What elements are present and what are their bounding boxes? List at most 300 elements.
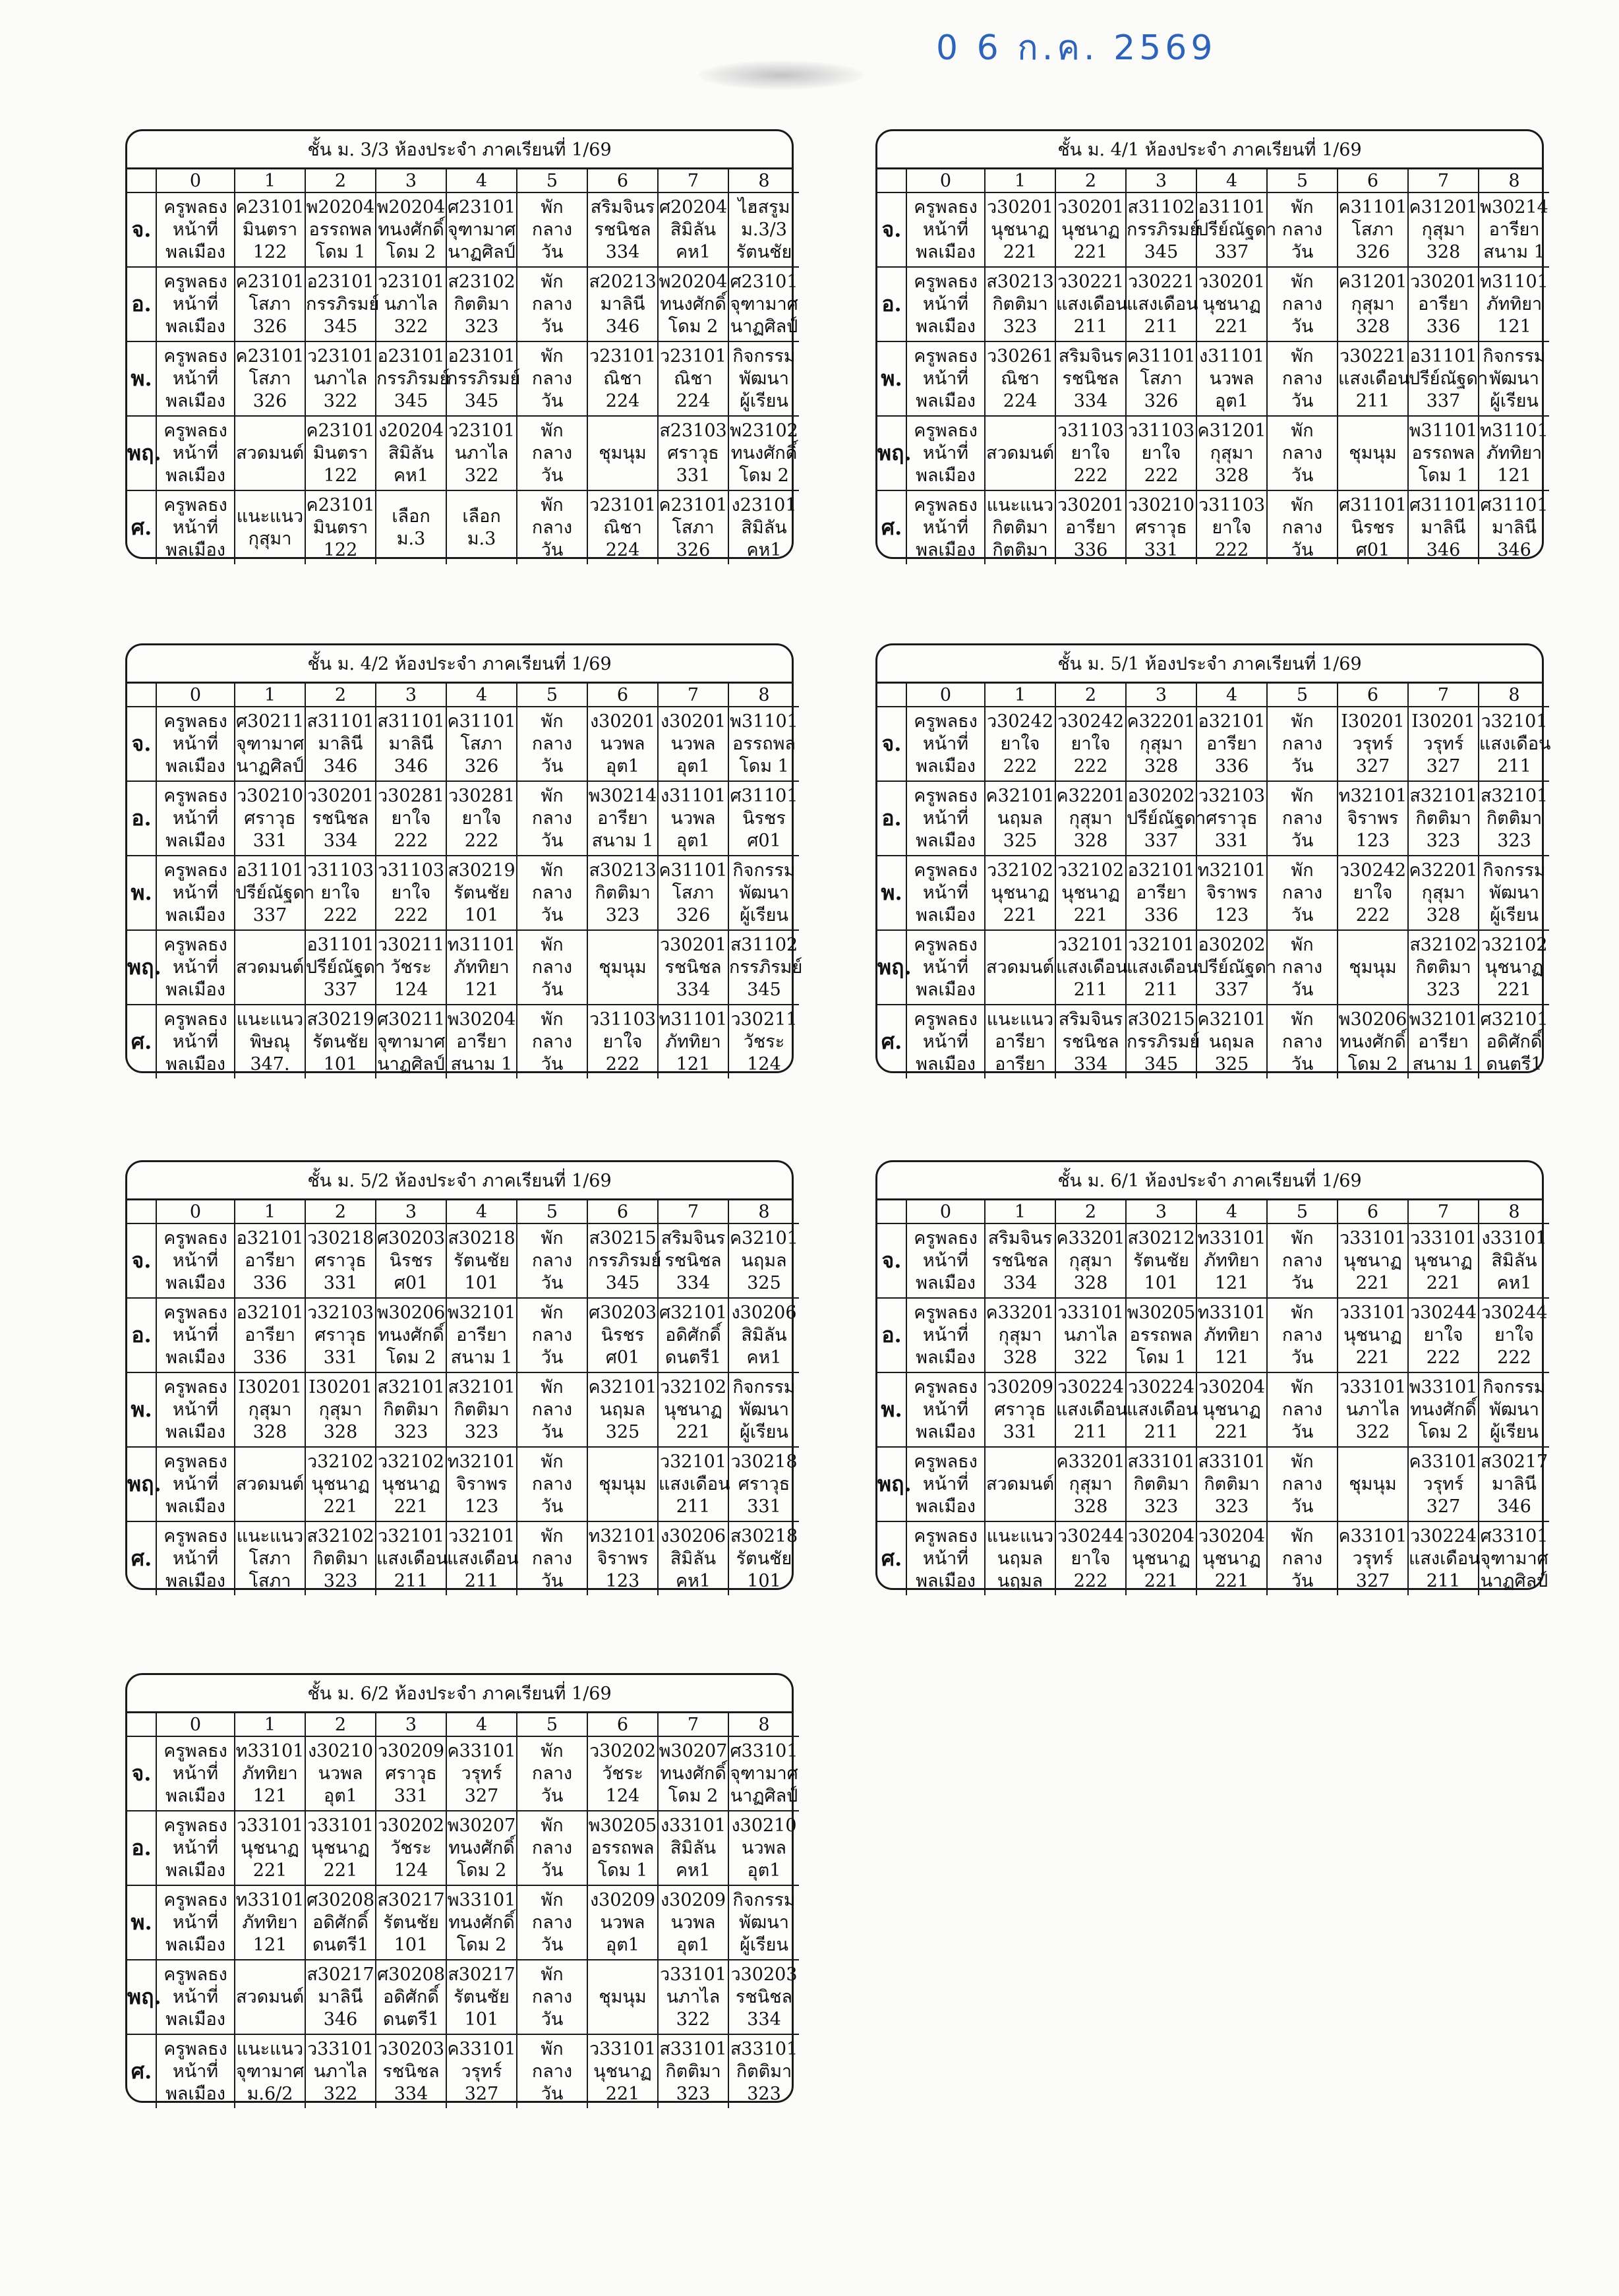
- cell-line: ศราวุธ: [314, 1250, 367, 1271]
- cell-line: ครูพลธง: [914, 934, 978, 955]
- cell-line: โดม 1: [1418, 465, 1469, 486]
- cell-line: 101: [1144, 1272, 1179, 1293]
- timetable-cell: [156, 930, 235, 1005]
- timetable-cell: [305, 1447, 376, 1521]
- period-header: 6: [1338, 169, 1408, 192]
- cell-line: ว30224: [1409, 1525, 1477, 1546]
- cell-line: ครูพลธง: [914, 860, 978, 881]
- timetable-cell: [1196, 856, 1267, 930]
- cell-line: ท31101: [447, 934, 516, 955]
- cell-line: พลเมือง: [165, 465, 225, 486]
- cell-line: วัน: [541, 979, 564, 1000]
- timetable-cell: [1126, 1372, 1196, 1447]
- period-header: 4: [446, 1713, 517, 1736]
- cell-line: นิรชร: [601, 1324, 645, 1345]
- cell-line: ดนตรี1: [312, 1934, 369, 1955]
- timetable-cell: [156, 490, 235, 564]
- cell-line: ศ33101: [1480, 1525, 1548, 1546]
- timetable-cell: [156, 1005, 235, 1078]
- cell-line: ส30213: [986, 271, 1054, 292]
- timetable-cell: [1338, 856, 1408, 930]
- cell-line: พลเมือง: [165, 1860, 225, 1881]
- timetable-cell: [906, 1372, 985, 1447]
- timetable-cell: [728, 267, 799, 341]
- cell-line: 322: [676, 2009, 711, 2030]
- cell-line: ชุมนุม: [1349, 442, 1397, 463]
- period-header: 8: [1479, 1200, 1549, 1223]
- cell-line: ค31101: [659, 860, 728, 881]
- timetable-cell: [517, 1372, 587, 1447]
- cell-line: อารียา: [1136, 882, 1187, 903]
- cell-line: กุสุมา: [1421, 219, 1465, 240]
- timetable-cell: [587, 416, 658, 490]
- timetable-cell: [1267, 490, 1338, 564]
- cell-line: วัน: [1291, 241, 1314, 262]
- timetable-cell: [1408, 416, 1479, 490]
- cell-line: 221: [1073, 904, 1108, 926]
- timetable-cell: [156, 1372, 235, 1447]
- cell-line: มาลินี: [318, 1986, 363, 2007]
- cell-line: ครูพลธง: [914, 1009, 978, 1030]
- cell-line: ว30202: [377, 1815, 445, 1836]
- period-header: 3: [376, 1713, 446, 1736]
- cell-line: หน้าที่: [172, 1324, 219, 1345]
- cell-line: กุสุมา: [998, 1324, 1042, 1345]
- cell-line: อารียา: [1206, 733, 1257, 754]
- cell-line: แนะแนว: [236, 1009, 304, 1030]
- cell-line: กลาง: [1281, 733, 1323, 754]
- timetable-cell: [446, 1223, 517, 1298]
- cell-line: แนะแนว: [986, 1009, 1054, 1030]
- cell-line: กิตติมา: [992, 293, 1048, 314]
- cell-line: จุฑามาศ: [730, 1763, 798, 1784]
- cell-line: อารียา: [456, 1031, 507, 1052]
- cell-line: ว33101: [1409, 1227, 1477, 1249]
- cell-line: อารียา: [1488, 219, 1540, 240]
- timetable-cell: [305, 2034, 376, 2108]
- cell-line: ครูพลธง: [914, 1525, 978, 1546]
- corner-cell: [877, 684, 906, 707]
- cell-line: นวพล: [670, 1912, 716, 1933]
- timetable-cell: [985, 267, 1055, 341]
- cell-line: อรรถพล: [1129, 1324, 1193, 1345]
- cell-line: ว31103: [589, 1009, 657, 1030]
- period-header: 6: [587, 1200, 658, 1223]
- cell-line: 221: [1073, 241, 1108, 262]
- timetable-cell: [235, 416, 305, 490]
- cell-line: มินตรา: [312, 442, 368, 463]
- timetable-cell: [156, 1811, 235, 1885]
- cell-line: ศ30211: [235, 711, 305, 732]
- cell-line: กลาง: [531, 882, 573, 903]
- period-header: 7: [1408, 169, 1479, 192]
- day-row: [127, 1811, 799, 1885]
- cell-line: ค32101: [1197, 1009, 1266, 1030]
- day-label: ศ.: [127, 2034, 156, 2108]
- cell-line: ทนงศักดิ์: [1410, 1399, 1477, 1420]
- cell-line: อารียา: [597, 808, 648, 829]
- timetable-cell: [985, 930, 1055, 1005]
- period-header: 1: [235, 684, 305, 707]
- cell-line: นภาไล: [1345, 1399, 1400, 1420]
- day-label: จ.: [127, 1223, 156, 1298]
- cell-line: กิตติมา: [454, 293, 510, 314]
- cell-line: ครูพลธง: [163, 420, 227, 441]
- cell-line: ว32101: [1481, 711, 1548, 732]
- cell-line: โสภา: [672, 882, 715, 903]
- timetable-cell: [985, 1372, 1055, 1447]
- cell-line: กรรภิรมย์: [306, 293, 380, 314]
- cell-line: โดม 1: [739, 755, 789, 777]
- cell-line: ภัททิยา: [1486, 293, 1543, 314]
- cell-line: ภัททิยา: [454, 957, 510, 978]
- cell-line: 336: [252, 1272, 287, 1293]
- cell-line: พัก: [541, 494, 564, 515]
- cell-line: จิราพร: [1206, 882, 1258, 903]
- cell-line: ครูพลธง: [163, 785, 227, 806]
- day-label: พฤ.: [127, 416, 156, 490]
- timetable-cell: [1267, 856, 1338, 930]
- timetable-cell: [156, 2034, 235, 2108]
- cell-line: นาฏศิลป์: [730, 316, 798, 337]
- cell-line: พ30206: [1338, 1009, 1407, 1030]
- day-label: จ.: [127, 1736, 156, 1811]
- timetable-cell: [446, 192, 517, 267]
- cell-line: ค33101: [1338, 1525, 1407, 1546]
- cell-line: ว33101: [307, 1815, 374, 1836]
- cell-line: สิมิลัน: [388, 442, 434, 463]
- cell-line: 331: [1214, 830, 1249, 851]
- cell-line: ศราวุธ: [244, 808, 296, 829]
- cell-line: นภาไล: [313, 368, 368, 389]
- timetable-cell: [1479, 1447, 1549, 1521]
- cell-line: แนะแนว: [236, 506, 304, 527]
- day-row: [127, 2034, 799, 2108]
- cell-line: ครูพลธง: [163, 196, 227, 218]
- cell-line: พ31101: [1409, 420, 1478, 441]
- day-row: [127, 707, 799, 781]
- cell-line: 222: [1144, 465, 1179, 486]
- cell-line: อุต1: [1215, 390, 1249, 411]
- cell-line: รัตนชัย: [736, 241, 792, 262]
- cell-line: หน้าที่: [922, 1031, 969, 1052]
- cell-line: สริมจินร: [661, 1227, 726, 1249]
- cell-line: ว30201: [1198, 271, 1266, 292]
- cell-line: ส30215: [1127, 1009, 1195, 1030]
- cell-line: 211: [1073, 979, 1108, 1000]
- cell-line: ส33101: [1198, 1451, 1266, 1472]
- cell-line: นภาไล: [666, 1986, 721, 2007]
- period-header: 2: [305, 1713, 376, 1736]
- cell-line: คห1: [675, 1860, 711, 1881]
- cell-line: คห1: [675, 1570, 711, 1591]
- timetable-cell: [1196, 1372, 1267, 1447]
- cell-line: ปรีย์ณัฐดา: [1127, 808, 1206, 829]
- day-label: อ.: [877, 1298, 906, 1372]
- cell-line: วัน: [1291, 830, 1314, 851]
- period-header-row: [877, 1200, 1549, 1223]
- cell-line: มินตรา: [242, 219, 298, 240]
- cell-line: 124: [605, 1785, 640, 1806]
- cell-line: หน้าที่: [922, 1399, 969, 1420]
- period-header-row: [127, 684, 799, 707]
- day-row: [127, 1960, 799, 2034]
- timetable-cell: [587, 490, 658, 564]
- cell-line: 328: [1073, 1272, 1108, 1293]
- cell-line: พลเมือง: [916, 1272, 976, 1293]
- cell-line: ศ01: [747, 830, 781, 851]
- cell-line: กลาง: [531, 1548, 573, 1569]
- cell-line: ครูพลธง: [163, 1889, 227, 1910]
- day-label: จ.: [877, 1223, 906, 1298]
- cell-line: ส20213: [589, 271, 657, 292]
- cell-line: ว23101: [448, 420, 515, 441]
- cell-line: ชุมนุม: [1349, 1473, 1397, 1494]
- cell-line: รัตนชัย: [736, 1548, 792, 1569]
- period-header: 5: [1267, 169, 1338, 192]
- cell-line: สนาม 1: [1483, 241, 1545, 262]
- cell-line: ว32103: [1198, 785, 1266, 806]
- cell-line: จิราพร: [597, 1548, 649, 1569]
- timetable-card-m4-1: [875, 129, 1548, 560]
- cell-line: กลาง: [531, 1763, 573, 1784]
- cell-line: ค23101: [306, 420, 375, 441]
- cell-line: กลาง: [1281, 882, 1323, 903]
- cell-line: วัน: [1291, 1496, 1314, 1517]
- timetable-cell: [156, 1521, 235, 1595]
- period-header-row: [127, 1200, 799, 1223]
- timetable-cell: [1338, 416, 1408, 490]
- period-header: 1: [235, 169, 305, 192]
- cell-line: ส31101: [377, 711, 445, 732]
- cell-line: ว33101: [1057, 1302, 1125, 1323]
- period-header: 7: [1408, 1200, 1479, 1223]
- cell-line: ว30204: [1198, 1376, 1266, 1398]
- timetable-cell: [1338, 930, 1408, 1005]
- cell-line: ครูพลธง: [163, 711, 227, 732]
- cell-line: มาลินี: [318, 733, 363, 754]
- timetable-cell: [985, 341, 1055, 416]
- corner-cell: [877, 1200, 906, 1223]
- cell-line: กลาง: [531, 2061, 573, 2082]
- period-header: 8: [728, 169, 799, 192]
- cell-line: นภาไล: [384, 293, 438, 314]
- cell-line: กุสุมา: [318, 1399, 363, 1420]
- cell-line: วัชระ: [743, 1031, 785, 1052]
- period-header: 8: [1479, 169, 1549, 192]
- timetable-cell: [906, 707, 985, 781]
- timetable-cell: [1338, 1005, 1408, 1078]
- cell-line: พลเมือง: [165, 1421, 225, 1442]
- cell-line: มาลินี: [1492, 517, 1537, 538]
- cell-line: 322: [1355, 1421, 1390, 1442]
- cell-line: พ33101: [447, 1889, 516, 1910]
- timetable-cell: [376, 930, 446, 1005]
- cell-line: 211: [1144, 1421, 1179, 1442]
- cell-line: ภัททิยา: [1204, 1250, 1260, 1271]
- day-row: [877, 1298, 1549, 1372]
- timetable-cell: [376, 1223, 446, 1298]
- period-header: 7: [658, 1200, 728, 1223]
- cell-line: พัฒนา: [739, 882, 789, 903]
- cell-line: 222: [394, 830, 428, 851]
- cell-line: 121: [252, 1785, 287, 1806]
- timetable-cell: [1196, 781, 1267, 856]
- cell-line: 221: [1355, 1272, 1390, 1293]
- cell-line: อารียา: [1065, 517, 1116, 538]
- cell-line: หน้าที่: [922, 957, 969, 978]
- cell-line: รชนิชล: [991, 1250, 1049, 1271]
- cell-line: สวดมนต์: [986, 442, 1054, 463]
- cell-line: พลเมือง: [165, 241, 225, 262]
- cell-line: ยาใจ: [603, 1031, 643, 1052]
- timetable-cell: [1055, 707, 1126, 781]
- cell-line: นุชนาฏ: [664, 1399, 722, 1420]
- cell-line: นวพล: [670, 808, 716, 829]
- cell-line: ง30206: [731, 1302, 797, 1323]
- cell-line: ชุมนุม: [599, 957, 647, 978]
- cell-line: ศราวุธ: [314, 1324, 367, 1345]
- timetable-cell: [517, 1521, 587, 1595]
- cell-line: กลาง: [1281, 293, 1323, 314]
- cell-line: ท31101: [659, 1009, 728, 1030]
- day-label: อ.: [127, 267, 156, 341]
- timetable-cell: [658, 1811, 728, 1885]
- cell-line: รชนิชล: [1062, 368, 1119, 389]
- cell-line: ว33101: [307, 2038, 374, 2059]
- cell-line: ผู้เรียน: [740, 1421, 788, 1442]
- cell-line: ครูพลธง: [914, 271, 978, 292]
- timetable-cell: [587, 930, 658, 1005]
- cell-line: นวพล: [670, 733, 716, 754]
- cell-line: พ20204: [376, 196, 446, 218]
- cell-line: กลาง: [1281, 1031, 1323, 1052]
- day-row: [127, 856, 799, 930]
- cell-line: ดนตรี1: [664, 1347, 722, 1368]
- cell-line: โสภา: [249, 368, 291, 389]
- cell-line: กลาง: [1281, 517, 1323, 538]
- cell-line: ว23101: [589, 345, 657, 367]
- timetable-cell: [1126, 1005, 1200, 1078]
- cell-line: ง23101: [731, 494, 797, 515]
- cell-line: จิราพร: [1347, 808, 1399, 829]
- cell-line: สิมิลัน: [670, 1548, 717, 1569]
- cell-line: 323: [747, 2083, 781, 2104]
- cell-line: ค31201: [1197, 420, 1266, 441]
- cell-line: 211: [464, 1570, 499, 1591]
- cell-line: ว33101: [659, 1964, 727, 1985]
- cell-line: 121: [676, 1053, 711, 1074]
- timetable-cell: [985, 1447, 1055, 1521]
- day-row: [127, 1521, 799, 1595]
- timetable-cell: [235, 341, 305, 416]
- cell-line: ส32102: [307, 1525, 374, 1546]
- cell-line: 222: [1497, 1347, 1531, 1368]
- card-title: ชั้น ม. 4/2 ห้องประจำ ภาคเรียนที่ 1/69: [127, 645, 792, 684]
- cell-line: ง30210: [307, 1740, 374, 1761]
- cell-line: 334: [1073, 390, 1108, 411]
- cell-line: พลเมือง: [916, 1570, 976, 1591]
- timetable-cell: [1126, 192, 1200, 267]
- cell-line: 336: [1073, 539, 1108, 560]
- cell-line: โดม 2: [456, 1934, 507, 1955]
- cell-line: นุชนาฏ: [1414, 1250, 1473, 1271]
- cell-line: 326: [252, 316, 287, 337]
- cell-line: 328: [1003, 1347, 1038, 1368]
- day-row: [127, 1885, 799, 1960]
- cell-line: เลือก: [462, 506, 501, 527]
- cell-line: ว30242: [986, 711, 1054, 732]
- cell-line: นฤมล: [997, 1570, 1044, 1591]
- cell-line: สนาม 1: [1412, 1053, 1475, 1074]
- day-row: [877, 930, 1549, 1005]
- cell-line: กลาง: [531, 1250, 573, 1271]
- period-header-row: [877, 169, 1549, 192]
- timetable-cell: [1408, 930, 1479, 1005]
- cell-line: 322: [323, 2083, 358, 2104]
- cell-line: กิตติมา: [1415, 957, 1471, 978]
- timetable-cell: [1126, 781, 1206, 856]
- cell-line: 325: [1003, 830, 1038, 851]
- timetable-cell: [1055, 1223, 1126, 1298]
- cell-line: ภัททิยา: [242, 1912, 298, 1933]
- cell-line: ศ31101: [1480, 494, 1548, 515]
- cell-line: 337: [1214, 241, 1249, 262]
- timetable-cell: [376, 341, 450, 416]
- timetable-cell: [376, 1521, 446, 1595]
- cell-line: พลเมือง: [916, 1053, 976, 1074]
- day-label: พฤ.: [127, 1960, 156, 2034]
- timetable-cell: [446, 2034, 517, 2108]
- timetable-cell: [658, 192, 728, 267]
- cell-line: อารียา: [245, 1324, 295, 1345]
- cell-line: 222: [1073, 1570, 1108, 1591]
- cell-line: 331: [252, 830, 287, 851]
- timetable-cell: [1196, 1223, 1267, 1298]
- day-label: จ.: [127, 192, 156, 267]
- timetable-cell: [906, 490, 985, 564]
- cell-line: หน้าที่: [922, 1548, 969, 1569]
- cell-line: ผู้เรียน: [740, 904, 788, 926]
- cell-line: อุต1: [324, 1785, 357, 1806]
- cell-line: 222: [394, 904, 428, 926]
- cell-line: 327: [1355, 1570, 1390, 1591]
- cell-line: พลเมือง: [165, 1496, 225, 1517]
- cell-line: แสงเดือน: [1479, 733, 1551, 754]
- cell-line: ว31103: [377, 860, 445, 881]
- cell-line: ม.6/2: [247, 2083, 293, 2104]
- timetable-cell: [235, 1960, 305, 2034]
- cell-line: กลาง: [531, 1986, 573, 2007]
- cell-line: พ30207: [447, 1815, 516, 1836]
- cell-line: วัน: [541, 830, 564, 851]
- cell-line: พัก: [541, 2038, 564, 2059]
- day-label: ศ.: [127, 490, 156, 564]
- timetable-cell: [517, 1960, 587, 2034]
- cell-line: หน้าที่: [922, 1324, 969, 1345]
- cell-line: หน้าที่: [922, 442, 969, 463]
- cell-line: ว30201: [307, 785, 374, 806]
- cell-line: ท33101: [235, 1740, 305, 1761]
- day-label: จ.: [877, 707, 906, 781]
- cell-line: พัก: [541, 1376, 564, 1398]
- cell-line: สนาม 1: [591, 830, 654, 851]
- cell-line: พ30205: [588, 1815, 657, 1836]
- cell-line: พ32101: [447, 1302, 516, 1323]
- timetable-cell: [1479, 267, 1549, 341]
- cell-line: โดม 2: [386, 1347, 436, 1368]
- cell-line: ครูพลธง: [163, 1740, 227, 1761]
